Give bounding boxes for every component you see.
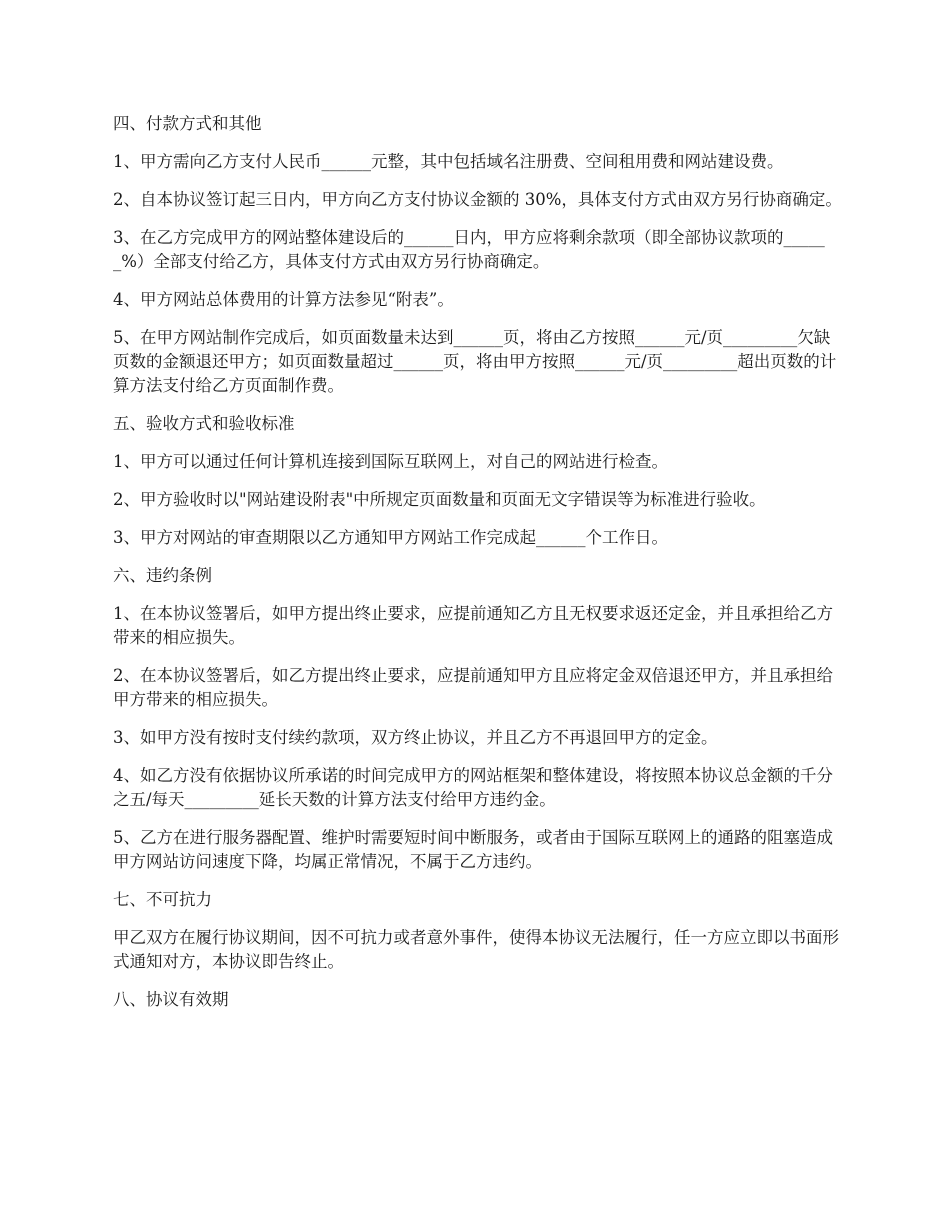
section-heading-validity: 八、协议有效期: [113, 990, 229, 1009]
clause-acceptance-1: 1、甲方可以通过任何计算机连接到国际互联网上，对自己的网站进行检查。: [113, 452, 668, 471]
clause-force-majeure-1: 甲乙双方在履行协议期间，因不可抗力或者意外事件，使得本协议无法履行，任一方应立即以书面形式通知对方，本协议即告终止。: [113, 928, 839, 971]
clause-payment-4: 4、甲方网站总体费用的计算方法参见“附表”。: [113, 290, 454, 309]
section-heading-breach: 六、违约条例: [113, 566, 212, 585]
clause-breach-4: 4、如乙方没有依据协议所承诺的时间完成甲方的网站框架和整体建设，将按照本协议总金额的千分之五/每天_________延长天数的计算方法支付给甲方违约金。: [113, 766, 833, 809]
clause-payment-5: 5、在甲方网站制作完成后，如页面数量未达到______页，将由乙方按照______元/页_________欠缺页数的金额退还甲方；如页面数量超过______页，将由甲方按照______元/页_________超出页数的计算方法支付给乙方页面制作费。: [113, 328, 837, 395]
document-page: [113, 112, 843, 1026]
clause-payment-2: 2、自本协议签订起三日内，甲方向乙方支付协议金额的 30%，具体支付方式由双方另行协商确定。: [113, 190, 842, 209]
clause-breach-5: 5、乙方在进行服务器配置、维护时需要短时间中断服务，或者由于国际互联网上的通路的阻塞造成甲方网站访问速度下降，均属正常情况，不属于乙方违约。: [113, 828, 833, 871]
section-heading-payment: 四、付款方式和其他: [113, 114, 262, 133]
clause-payment-1: 1、甲方需向乙方支付人民币______元整，其中包括域名注册费、空间租用费和网站建设费。: [113, 152, 784, 171]
clause-breach-2: 2、在本协议签署后，如乙方提出终止要求，应提前通知甲方且应将定金双倍退还甲方，并且承担给甲方带来的相应损失。: [113, 666, 833, 709]
section-heading-acceptance: 五、验收方式和验收标准: [113, 414, 295, 433]
clause-acceptance-3: 3、甲方对网站的审查期限以乙方通知甲方网站工作完成起______个工作日。: [113, 528, 668, 547]
clause-breach-3: 3、如甲方没有按时支付续约款项，双方终止协议，并且乙方不再退回甲方的定金。: [113, 728, 718, 747]
section-heading-force-majeure: 七、不可抗力: [113, 890, 212, 909]
clause-payment-3: 3、在乙方完成甲方的网站整体建设后的______日内，甲方应将剩余款项（即全部协议款项的______%）全部支付给乙方，具体支付方式由双方另行协商确定。: [113, 228, 825, 271]
clause-breach-1: 1、在本协议签署后，如甲方提出终止要求，应提前通知乙方且无权要求返还定金，并且承担给乙方带来的相应损失。: [113, 604, 833, 647]
clause-acceptance-2: 2、甲方验收时以"网站建设附表"中所规定页面数量和页面无文字错误等为标准进行验收。: [113, 490, 766, 509]
